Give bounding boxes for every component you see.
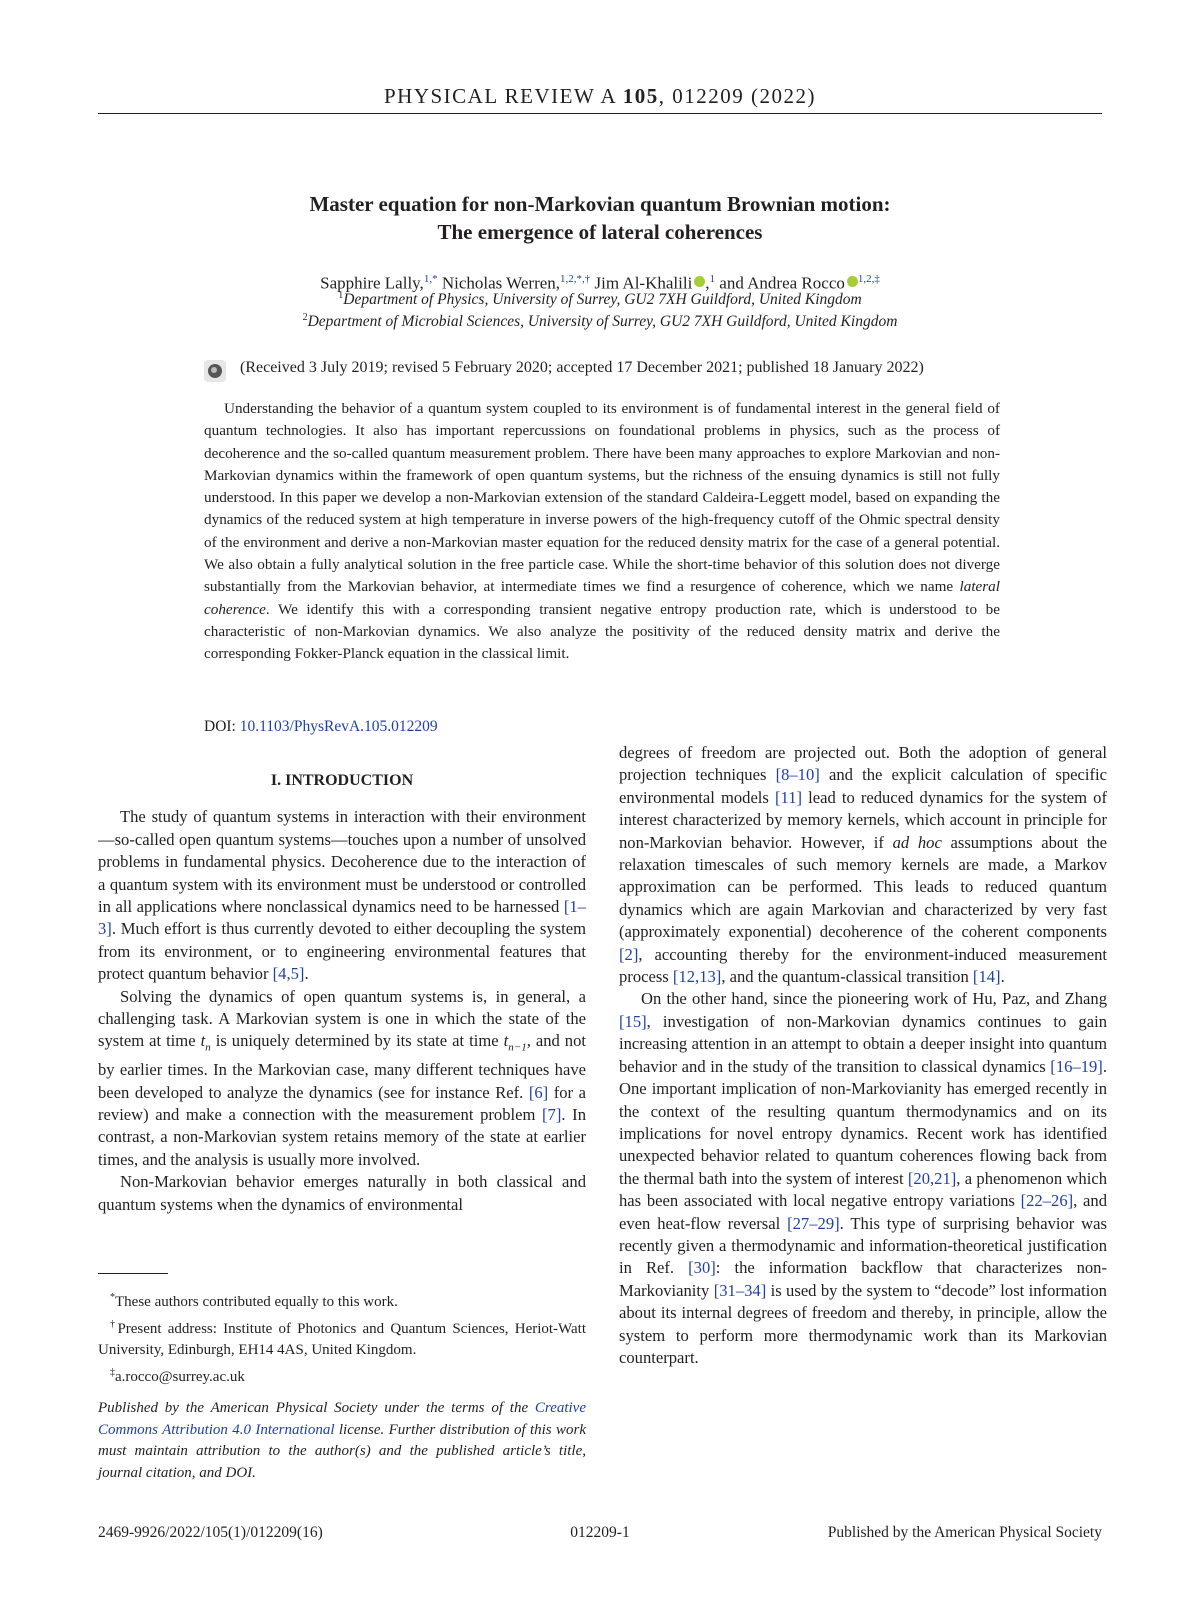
received-dates: (Received 3 July 2019; revised 5 February 2020; accepted 17 December 2021; published 18 January 2022) [240,359,924,376]
footnote-rule [98,1273,168,1274]
check-for-updates-icon[interactable] [204,360,226,382]
journal-volume: 105 [622,84,659,108]
footer-publisher: Published by the American Physical Society [827,1524,1102,1541]
paragraph: On the other hand, since the pioneering work of Hu, Paz, and Zhang [15], investigation of non-Markovian dynamics continues to gain increasing attention in an attempt to obtain a deeper insight into quantum behavior and in the study of the transition to classical dynamics [16–19]. One important implication of non-Markovianity has emerged recently in the context of the resulting quantum thermodynamics and on its implications for novel entropy dynamics. Recent work has identified unexpected behavior related to quantum coherences flowing back from the thermal bath into the system of interest [20,21], a phenomenon which has been associated with local negative entropy variations [22–26], and even heat-flow reversal [27–29]. This type of surprising behavior was recently given a thermodynamic and information-theoretical justification in Ref. [30]: the information backflow that characterizes non-Markovianity [31–34] is used by the system to “decode” lost information about its internal degrees of freedom and thereby, in principle, allow the system to perform more thermodynamic work than its Markovian counterpart. [619,989,1107,1367]
license-link[interactable]: Creative Commons Attribution 4.0 International [98,1400,586,1438]
citation-link[interactable]: [6] [528,1082,549,1102]
citation-link[interactable]: [30] [688,1258,716,1278]
author-name[interactable]: Jim Al-Khalili [594,273,693,293]
abstract-text: Understanding the behavior of a quantum system coupled to its environment is of fundamental interest in the general field of quantum technologies. It also has important repercussions on foundational problems in physics, such as the process of decoherence and the so-called quantum measurement problem. There have been many approaches to explore Markovian and non-Markovian dynamics within the framework of open quantum systems, but the richness of the ensuing dynamics is still not fully understood. In this paper we develop a non-Markovian extension of the standard Caldeira-Leggett model, based on expanding the dynamics of the reduced system at high temperature in inverse powers of the high-frequency cutoff of the Ohmic spectral density of the environment and derive a non-Markovian master equation for the reduced density matrix for the case of a general potential. We also obtain a fully analytical solution in the free particle case. While the short-time behavior of this solution does not diverge substantially from the Markovian behavior, at intermediate times we find a resurgence of coherence, which we name [204,400,1000,596]
citation-link[interactable]: [4,5] [272,964,305,984]
paper-title [150,190,1050,246]
citation-link[interactable]: [20,21] [907,1168,957,1188]
footnotes [98,1287,586,1388]
title-line-1: Master equation for non-Markovian quantum Brownian motion: [309,192,891,216]
author-name[interactable]: and Andrea Rocco [719,273,845,293]
license-statement: Published by the American Physical Society under the terms of the Creative Commons Attribution 4.0 International license. Further distribution of this work must maintain attribution to the author(s) and the published article’s title, journal citation, and DOI. [98,1400,586,1481]
doi-link[interactable]: 10.1103/PhysRevA.105.012209 [239,718,438,735]
footer-page-number: 012209-1 [570,1524,630,1541]
title-line-2: The emergence of lateral coherences [437,220,763,244]
header-rule [98,113,1102,114]
journal-header [98,84,1102,109]
right-column [619,742,1107,1369]
journal-citation: , 012209 (2022) [658,84,816,108]
citation-link[interactable]: [2] [619,944,639,964]
author-name[interactable]: Nicholas Werren, [441,273,561,293]
doi-label: DOI: [204,718,236,735]
author-list: Sapphire Lally,$^{1,*}$ Nicholas Werren,$^{1,2,*,\dagger}$ Jim Al-Khalili ,$^1$ and Andrea Rocco $^{1,2,\ddagger}$ [320,273,880,293]
author-marks[interactable]: 1,2,*,† [560,273,591,285]
affiliation-1 [150,286,1050,310]
citation-link[interactable]: [7] [542,1105,562,1124]
affiliation-text: Department of Physics, University of Surrey, GU2 7XH Guildford, United Kingdom [343,291,862,309]
paragraph: The study of quantum systems in interaction with their environment—so-called open quantum systems—touches upon a number of unsolved problems in fundamental physics. Decoherence due to the interaction of a quantum system with its environment must be understood or controlled in all applications where nonclassical dynamics need to be harnessed [1–3]. Much effort is thus currently devoted to either decoupling the system from its environment, or to engineering environmental features that protect quantum behavior [4,5]. [98,807,586,984]
citation-link[interactable]: [22–26] [1020,1191,1074,1211]
doi [204,718,438,736]
citation-link[interactable]: [27–29] [787,1213,840,1233]
left-column [98,770,586,1216]
footnote: †Present address: Institute of Photonics and Quantum Sciences, Heriot-Watt University, Edinburgh, EH14 4AS, United Kingdom. [98,1318,586,1358]
journal-name: PHYSICAL REVIEW A [383,84,616,108]
citation-link[interactable]: [15] [619,1011,647,1031]
abstract [204,398,1000,666]
author-marks[interactable]: 1,* [423,273,438,285]
footnote: *These authors contributed equally to this work. [110,1292,398,1310]
abstract-italic: lateral coherence [204,578,1000,618]
affiliation-text: Department of Microbial Sciences, University of Surrey, GU2 7XH Guildford, United Kingdom [307,313,898,331]
citation-link[interactable]: [14] [972,967,1001,987]
orcid-icon[interactable] [847,276,858,287]
citation-link[interactable]: [16–19] [1050,1056,1103,1076]
affiliation-2 [150,308,1050,332]
author-name[interactable]: Sapphire Lally, [320,273,424,293]
citation-link[interactable]: [1–3] [98,897,586,939]
citation-link[interactable]: [31–34] [713,1280,767,1300]
footer-issn: 2469-9926/2022/105(1)/012209(16) [98,1524,323,1541]
section-heading: I. INTRODUCTION [270,772,414,789]
paragraph: Non-Markovian behavior emerges naturally in both classical and quantum systems when the dynamics of environmental [98,1172,586,1214]
footnote: ‡a.rocco@surrey.ac.uk [110,1366,245,1385]
author-marks[interactable]: 1 [709,273,716,285]
citation-link[interactable]: [11] [774,787,803,807]
paragraph: degrees of freedom are projected out. Both the adoption of general projection techniques [8–10] and the explicit calculation of specific environmental models [11] lead to reduced dynamics for the system of interest characterized by memory kernels, which account in principle for non-Markovian behavior. However, if ad hoc assumptions about the relaxation timescales of such memory kernels are made, a Markov approximation can be performed. This leads to reduced quantum dynamics which are again Markovian and characterized by very fast (approximately exponential) decoherence of the coherent components [2], accounting thereby for the environment-induced measurement process [12,13], and the quantum-classical transition [14]. [619,743,1108,987]
citation-link[interactable]: [8–10] [775,765,820,785]
abstract-text: . We identify this with a corresponding transient negative entropy production rate, which is understood to be characteristic of non-Markovian dynamics. We also analyze the positivity of the reduced density matrix and derive the corresponding Fokker-Planck equation in the classical limit. [204,600,1000,663]
author-marks[interactable]: 1,2,‡ [857,273,880,285]
citation-link[interactable]: [12,13] [672,967,722,987]
affiliation-mark: 2 [302,312,308,323]
paragraph: Solving the dynamics of open quantum systems is, in general, a challenging task. A Markovian system is one in which the state of the system at time $t_n$ is uniquely determined by its state at time $t_{n-1}$, and not by earlier times. In the Markovian case, many different techniques have been developed to analyze the dynamics (see for instance Ref. [6] for a review) and make a connection with the measurement problem [7]. In contrast, a non-Markovian system retains memory of the state at earlier times, and the analysis is usually more involved. [98,986,587,1169]
email-link[interactable]: a.rocco@surrey.ac.uk [115,1368,245,1385]
orcid-icon[interactable] [694,276,705,287]
affiliation-mark: 1 [338,290,344,301]
